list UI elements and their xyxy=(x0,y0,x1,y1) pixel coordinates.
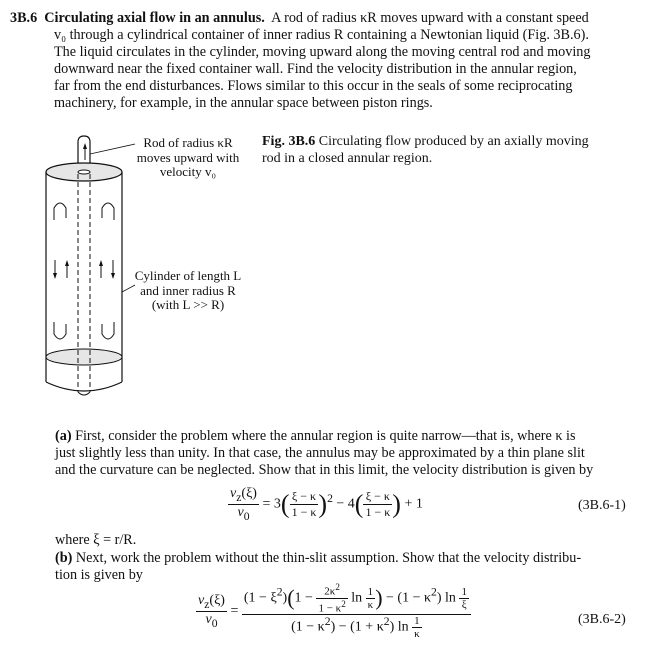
rod-bottom xyxy=(78,392,90,395)
circulation-arc-bottom-right xyxy=(102,322,114,339)
circulation-arc-top-right xyxy=(102,203,114,220)
problem-line: The liquid circulates in the cylinder, moving upward along the moving central rod and moving xyxy=(54,44,591,60)
problem-line: A rod of radius κR moves upward with a constant speed xyxy=(271,10,589,26)
part-a-label: (a) xyxy=(55,428,72,444)
part-b-label: (b) xyxy=(55,550,73,566)
rod-up-arrow-head xyxy=(83,143,87,149)
cylinder-label-line: and inner radius R xyxy=(140,282,236,298)
cylinder-label xyxy=(128,269,248,313)
part-a xyxy=(55,428,655,479)
down-arrow-head xyxy=(111,273,115,279)
rod-label-line: Rod of radius κR xyxy=(143,135,233,150)
caption-line: Circulating flow produced by an axially moving xyxy=(318,134,589,149)
caption-line: rod in a closed annular region. xyxy=(262,150,433,166)
part-a-line: and the curvature can be neglected. Show that in this limit, the velocity distribution is given by xyxy=(55,462,594,478)
equation-number-2: (3B.6-2) xyxy=(578,612,626,627)
where-line: where ξ = r/R. xyxy=(55,532,137,548)
problem-number: 3B.6 xyxy=(10,10,38,26)
caption-label: Fig. 3B.6 xyxy=(262,134,316,149)
circulation-arc-bottom-left xyxy=(54,322,66,339)
circulation-arc-top-left xyxy=(54,203,66,220)
part-b-line: Next, work the problem without the thin-slit assumption. Show that the velocity distribu- xyxy=(75,550,582,566)
rod-label-line: moves upward with xyxy=(136,149,240,165)
cylinder-label-line: Cylinder of length L xyxy=(134,268,242,283)
cylinder-bottom-plate xyxy=(46,349,122,365)
cylinder-bottom xyxy=(46,382,122,391)
figure-caption xyxy=(262,134,652,167)
problem-line: machinery, for example, in the annular space between piston rings. xyxy=(54,95,433,111)
equation-number-1: (3B.6-1) xyxy=(578,498,626,513)
problem-line: v₀ through a cylindrical container of inner radius R containing a Newtonian liquid (Fig. 3B.6). xyxy=(54,27,589,43)
part-a-line: just slightly less than unity. In that case, the annulus may be approximated by a thin plane slit xyxy=(55,445,585,461)
equation-3b6-2: $\frac{v_z(\xi)}{v_0}$ = $(1 - \xi^2)(1$ − $\frac{2\kappa^2}{1 - \kappa^2}$ ln $\frac{1}{\kappa}$ ) − $(1 - \kappa^2)$ ln $\frac{1}{\xi}$ $(1 - \kappa^2) - (1 + \kappa^2)$ ln $\frac{1}{\kappa}$ xyxy=(196,582,471,640)
part-b xyxy=(55,550,655,584)
equation-3b6-1: $\frac{v_z(\xi)}{v_0}$ = 3( $\frac{\xi - \kappa}{1 - \kappa}$ )$^2$ − 4( $\frac{\xi - \kappa}{1 - \kappa}$ ) + 1 xyxy=(230,486,423,523)
up-arrow-head xyxy=(65,260,69,266)
part-b-line: tion is given by xyxy=(55,567,143,583)
rod-label xyxy=(118,136,258,180)
part-a-line: First, consider the problem where the annular region is quite narrow—that is, where κ is xyxy=(75,428,576,444)
problem-statement xyxy=(10,10,650,112)
rod-label-line: velocity v₀ xyxy=(159,164,217,179)
up-arrow-head xyxy=(99,260,103,266)
problem-line: downward near the fixed container wall. Find the velocity distribution in the annular region, xyxy=(54,61,577,77)
problem-line: far from the end disturbances. Flows similar to this occur in the seals of some reciprocating xyxy=(54,78,573,94)
cylinder-label-line: (with L >> R) xyxy=(151,297,225,312)
problem-title: Circulating axial flow in an annulus. xyxy=(44,10,265,26)
down-arrow-head xyxy=(53,273,57,279)
rod-hole-top xyxy=(78,170,90,174)
